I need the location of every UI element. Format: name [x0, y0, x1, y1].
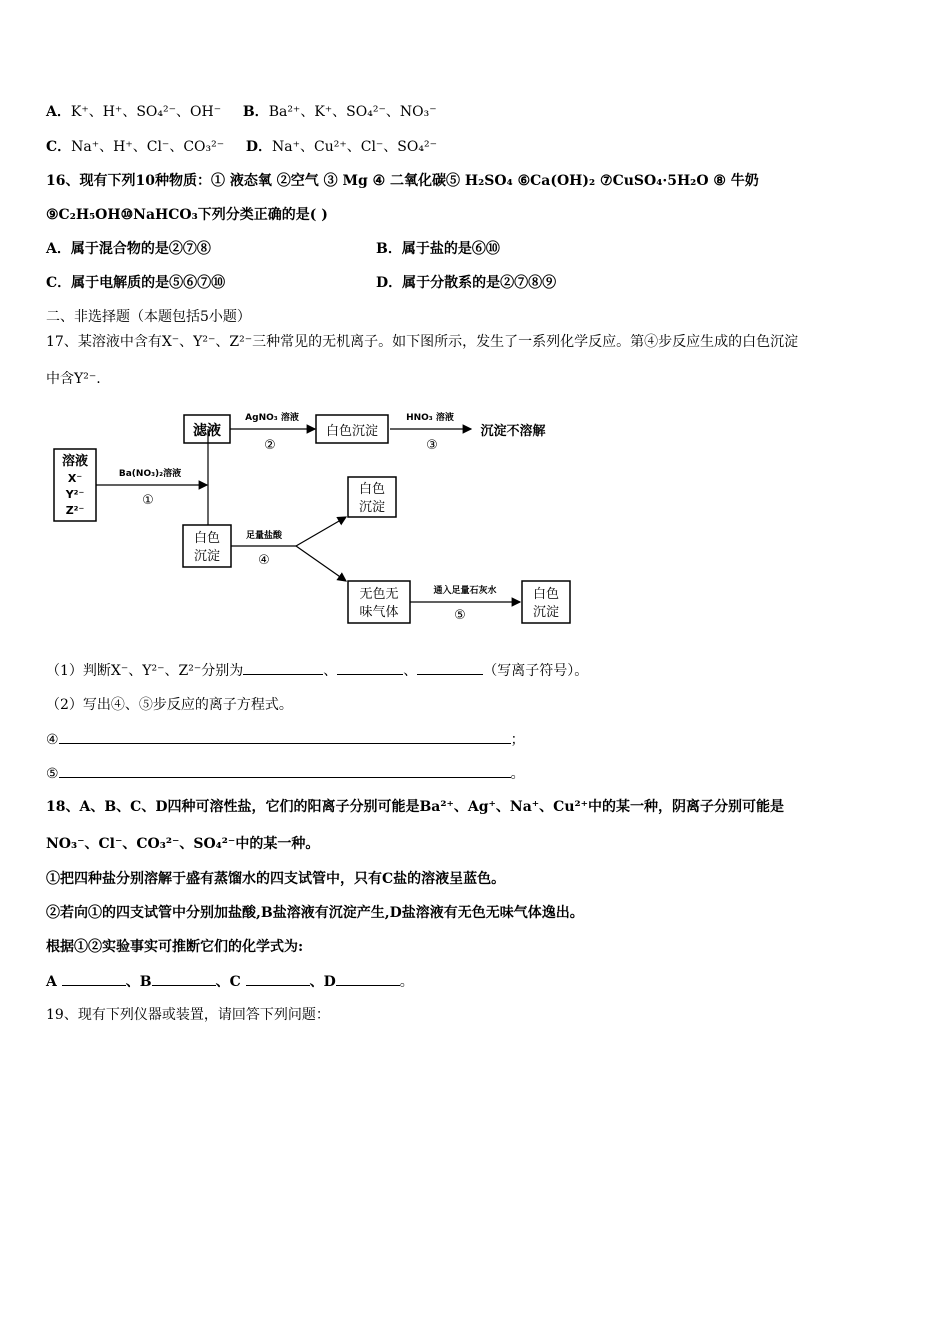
q17-sub1-prompt: （1）判断X⁻、Y²⁻、Z²⁻分别为 [46, 663, 244, 679]
q15-option-row-1 [46, 102, 437, 122]
q17-eq4-row [46, 729, 525, 750]
answer-blank-d[interactable] [336, 971, 400, 986]
q18-statement-1: ①把四种盐分别溶解于盛有蒸馏水的四支试管中，只有C盐的溶液呈蓝色。 [46, 871, 506, 887]
q15-option-row-2 [46, 137, 437, 157]
q16-stem-line-1: 16、现有下列10种物质：① 液态氧 ②空气 ③ Mg ④ 二氧化碳⑤ H₂SO₄ ⑥Ca(OH)₂ ⑦CuSO₄·5H₂O ⑧ 牛奶 [46, 173, 759, 189]
q17-flowchart [50, 405, 580, 630]
q17-stem-line-1: 17、某溶液中含有X⁻、Y²⁻、Z²⁻三种常见的无机离子。如下图所示，发生了一系列化学反应。第④步反应生成的白色沉淀 [46, 334, 799, 350]
answer-blank-b[interactable] [152, 971, 216, 986]
reagent5-label: 通入足量石灰水 [433, 586, 497, 596]
ion-x-label: X⁻ [67, 472, 83, 485]
q15-option-d-text: Na⁺、Cu²⁺、Cl⁻、SO₄²⁻ [272, 139, 437, 155]
q16-option-a: A．属于混合物的是②⑦⑧ [46, 241, 211, 257]
q16-option-c: C．属于电解质的是⑤⑥⑦⑩ [46, 275, 226, 291]
white-ppt-2-line1: 白色 [193, 531, 221, 546]
gas-line1: 无色无 [359, 587, 399, 602]
answer-blank-a[interactable] [62, 971, 126, 986]
q17-sub1 [46, 660, 588, 681]
white-ppt-2-line2: 沉淀 [193, 549, 221, 564]
step4-label: ④ [258, 553, 270, 568]
q15-option-c-letter: C． [46, 139, 72, 155]
q15-option-d-letter: D． [245, 139, 273, 155]
white-ppt-3-line2: 沉淀 [358, 500, 386, 515]
step1-label: ① [142, 493, 154, 508]
branch-arrow-down [296, 546, 346, 581]
reagent2-label: AgNO₃ 溶液 [245, 413, 299, 423]
reagent3-label: HNO₃ 溶液 [406, 413, 454, 423]
eq5-end: 。 [510, 766, 525, 782]
q16-option-b: B．属于盐的是⑥⑩ [376, 241, 500, 257]
answer-blank-z[interactable] [417, 660, 483, 675]
q16-stem-line-2: ⑨C₂H₅OH⑩NaHCO₃下列分类正确的是( ) [46, 207, 328, 223]
eq4-label: ④ [46, 732, 59, 748]
q19-stem: 19、现有下列仪器或装置，请回答下列问题： [46, 1007, 330, 1023]
ion-y-label: Y²⁻ [65, 488, 85, 501]
q15-option-b-letter: B． [242, 104, 269, 120]
q15-option-a-letter: A． [46, 104, 71, 120]
section-2-heading: 二、非选择题（本题包括5小题） [46, 309, 251, 325]
step3-label: ③ [426, 438, 438, 453]
q17-eq5-row [46, 763, 525, 784]
q15-option-b-text: Ba²⁺、K⁺、SO₄²⁻、NO₃⁻ [268, 104, 437, 120]
q18-answers [46, 971, 414, 992]
q15-option-c-text: Na⁺、H⁺、Cl⁻、CO₃²⁻ [71, 139, 225, 155]
eq5-label: ⑤ [46, 766, 59, 782]
answer-d-label: 、D [309, 974, 336, 990]
q16-option-d: D．属于分散系的是②⑦⑧⑨ [376, 275, 557, 291]
answer-blank-y[interactable] [337, 660, 403, 675]
answer-blank-c[interactable] [246, 971, 310, 986]
answer-blank-eq4[interactable] [59, 729, 511, 744]
branch-arrow-up [296, 517, 346, 546]
reagent4-label: 足量盐酸 [245, 531, 283, 541]
ppt-insoluble-label: 沉淀不溶解 [480, 424, 546, 439]
q18-stem-line-1: 18、A、B、C、D四种可溶性盐，它们的阳离子分别可能是Ba²⁺、Ag⁺、Na⁺、Cu²⁺中的某一种，阴离子分别可能是 [46, 799, 785, 815]
eq4-end: ； [510, 732, 525, 748]
answer-end: 。 [399, 974, 414, 990]
gas-line2: 味气体 [359, 605, 399, 620]
q18-statement-2: ②若向①的四支试管中分别加盐酸,B盐溶液有沉淀产生,D盐溶液有无色无味气体逸出。 [46, 905, 584, 921]
q18-stem-line-2: NO₃⁻、Cl⁻、CO₃²⁻、SO₄²⁻中的某一种。 [46, 836, 320, 852]
white-ppt-4-line1: 白色 [532, 587, 560, 602]
solution-label: 溶液 [61, 454, 89, 469]
answer-a-label: A [46, 974, 57, 990]
filtrate-label: 滤液 [193, 423, 221, 439]
white-ppt-3-line1: 白色 [358, 482, 386, 497]
answer-c-label: 、C [215, 974, 241, 990]
answer-blank-eq5[interactable] [59, 763, 511, 778]
reagent1-label: Ba(NO₃)₂溶液 [118, 469, 182, 479]
answer-blank-x[interactable] [243, 660, 323, 675]
q17-stem-line-2: 中含Y²⁻. [46, 371, 101, 387]
answer-b-label: 、B [125, 974, 152, 990]
separator: 、 [403, 663, 418, 679]
q18-statement-3: 根据①②实验事实可推断它们的化学式为: [46, 939, 304, 955]
white-ppt-4-line2: 沉淀 [532, 605, 560, 620]
q15-option-a-text: K⁺、H⁺、SO₄²⁻、OH⁻ [70, 104, 222, 120]
q17-sub2: （2）写出④、⑤步反应的离子方程式。 [46, 697, 293, 713]
ion-z-label: Z²⁻ [65, 504, 85, 517]
q17-sub1-suffix: （写离子符号）。 [483, 663, 589, 679]
separator: 、 [323, 663, 338, 679]
white-ppt-label-1: 白色沉淀 [325, 424, 379, 439]
step2-label: ② [264, 438, 276, 453]
step5-label: ⑤ [454, 608, 466, 623]
